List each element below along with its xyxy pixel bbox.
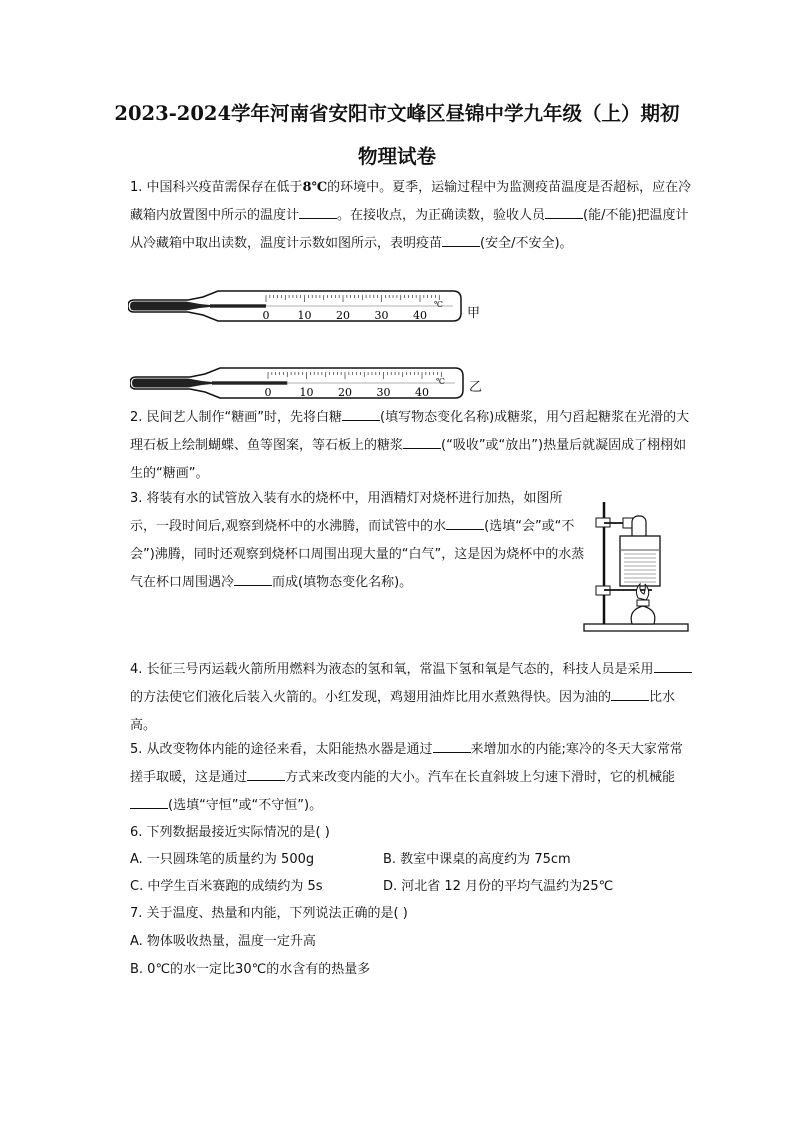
scale-label: 20 <box>338 386 352 399</box>
q4-text-3: 比水高。 <box>130 690 676 733</box>
q1-text-1: 1. 中国科兴疫苗需保存在低于 <box>130 180 303 195</box>
exam-title-line2: 物理试卷 <box>357 145 436 168</box>
thermometer-a-figure <box>128 285 468 330</box>
boiling-apparatus-figure <box>582 498 690 636</box>
scale-label: 10 <box>299 386 314 399</box>
q3-text-3: 而成(填物态变化名称)。 <box>272 575 413 590</box>
q5-text-2: 来增加水的内能;寒冷的冬天大家常常搓手取暖，这是通过 <box>130 742 683 785</box>
q1-text-5: (安全/不安全)。 <box>480 236 573 251</box>
question-2 <box>130 404 694 488</box>
scale-label: 20 <box>336 309 350 322</box>
scale-label: 30 <box>376 386 391 399</box>
q4-blank-1[interactable] <box>654 658 692 673</box>
scale-label: 10 <box>297 309 312 322</box>
scale-label: 0 <box>264 386 272 399</box>
scale-label: 0 <box>262 309 270 322</box>
question-5 <box>130 736 694 820</box>
thermometer-b-label: 乙 <box>469 380 483 395</box>
question-6-option-c[interactable]: C. 中学生百米赛跑的成绩约为 5s <box>130 879 323 894</box>
thermometer-a-liquid <box>210 304 266 307</box>
question-6-option-b[interactable]: B. 教室中课桌的高度约为 75cm <box>383 852 571 867</box>
q2-text-3: (“吸收”或“放出”)热量后就凝固成了栩栩如生的“糖画”。 <box>130 438 687 481</box>
thermometer-a-label: 甲 <box>467 306 481 321</box>
q5-blank-1[interactable] <box>433 738 471 753</box>
q5-blank-3[interactable] <box>130 794 168 809</box>
q1-text-2: 的环境中。夏季，运输过程中为监测疫苗温度是否超标，应在冷藏箱内放置图中所示的温度计 <box>130 180 692 223</box>
q5-blank-2[interactable] <box>247 766 285 781</box>
q4-blank-2[interactable] <box>611 686 649 701</box>
q4-text-1: 4. 长征三号丙运载火箭所用燃料为液态的氢和氧，常温下氢和氧是气态的，科技人员是采用 <box>130 662 654 677</box>
q5-text-3: 方式来改变内能的大小。汽车在长直斜坡上匀速下滑时，它的机械能 <box>285 770 676 785</box>
question-7-option-a[interactable]: A. 物体吸收热量，温度一定升高 <box>130 934 316 949</box>
thermometer-b-unit: ℃ <box>436 377 445 386</box>
q5-text-1: 5. 从改变物体内能的途径来看，太阳能热水器是通过 <box>130 742 433 757</box>
q3-blank-2[interactable] <box>234 571 272 586</box>
q4-text-2: 的方法使它们液化后装入火箭的。小红发现，鸡翅用油炸比用水煮熟得快。因为油的 <box>130 690 612 705</box>
q3-text-1: 3. 将装有水的试管放入装有水的烧杯中，用酒精灯对烧杯进行加热，如图所示，一段时间后,观察到烧杯中的水沸腾，而试管中的水 <box>130 491 563 534</box>
question-7-stem: 7. 关于温度、热量和内能，下列说法正确的是( ) <box>130 906 408 921</box>
q1-blank-2[interactable] <box>545 204 583 219</box>
scale-label: 40 <box>413 309 427 322</box>
q2-text-1: 2. 民间艺人制作“糖画”时，先将白糖 <box>130 410 343 425</box>
thermometer-a-unit: ℃ <box>434 300 443 309</box>
q1-blank-3[interactable] <box>442 232 480 247</box>
q2-blank-2[interactable] <box>403 434 441 449</box>
question-6-option-a[interactable]: A. 一只圆珠笔的质量约为 500g <box>130 852 315 867</box>
question-6-stem: 6. 下列数据最接近实际情况的是( ) <box>130 825 330 840</box>
question-7-option-b[interactable]: B. 0℃的水一定比30℃的水含有的热量多 <box>130 962 371 977</box>
question-3 <box>130 485 585 597</box>
q3-text-2: (选填“会”或“不会”)沸腾，同时还观察到烧杯口周围出现大量的“白气”，这是因为烧杯中的水蒸气在杯口周围遇冷 <box>130 519 585 590</box>
scale-label: 30 <box>374 309 389 322</box>
q5-text-4: (选填“守恒”或“不守恒”)。 <box>168 798 323 813</box>
q1-text-4: (能/不能)把温度计从冷藏箱中取出读数，温度计示数如图所示，表明疫苗 <box>130 208 689 251</box>
q1-blank-1[interactable] <box>299 204 337 219</box>
question-1 <box>130 174 694 258</box>
q1-temp: 8℃ <box>302 180 328 195</box>
thermometer-b-liquid <box>212 381 287 384</box>
q2-text-2: (填写物态变化名称)成糖浆，用勺舀起糖浆在光滑的大理石板上绘制蝴蝶、鱼等图案，等石板上的糖浆 <box>130 410 690 453</box>
question-4 <box>130 656 694 740</box>
q1-text-3: 。在接收点，为正确读数，验收人员 <box>337 208 546 223</box>
q2-blank-1[interactable] <box>342 406 380 421</box>
question-6-option-d[interactable]: D. 河北省 12 月份的平均气温约为25℃ <box>383 879 614 894</box>
thermometer-b-figure <box>130 362 470 407</box>
scale-label: 40 <box>415 386 429 399</box>
exam-title-line1: 2023-2024学年河南省安阳市文峰区昼锦中学九年级（上）期初 <box>114 102 680 125</box>
q3-blank-1[interactable] <box>446 515 484 530</box>
